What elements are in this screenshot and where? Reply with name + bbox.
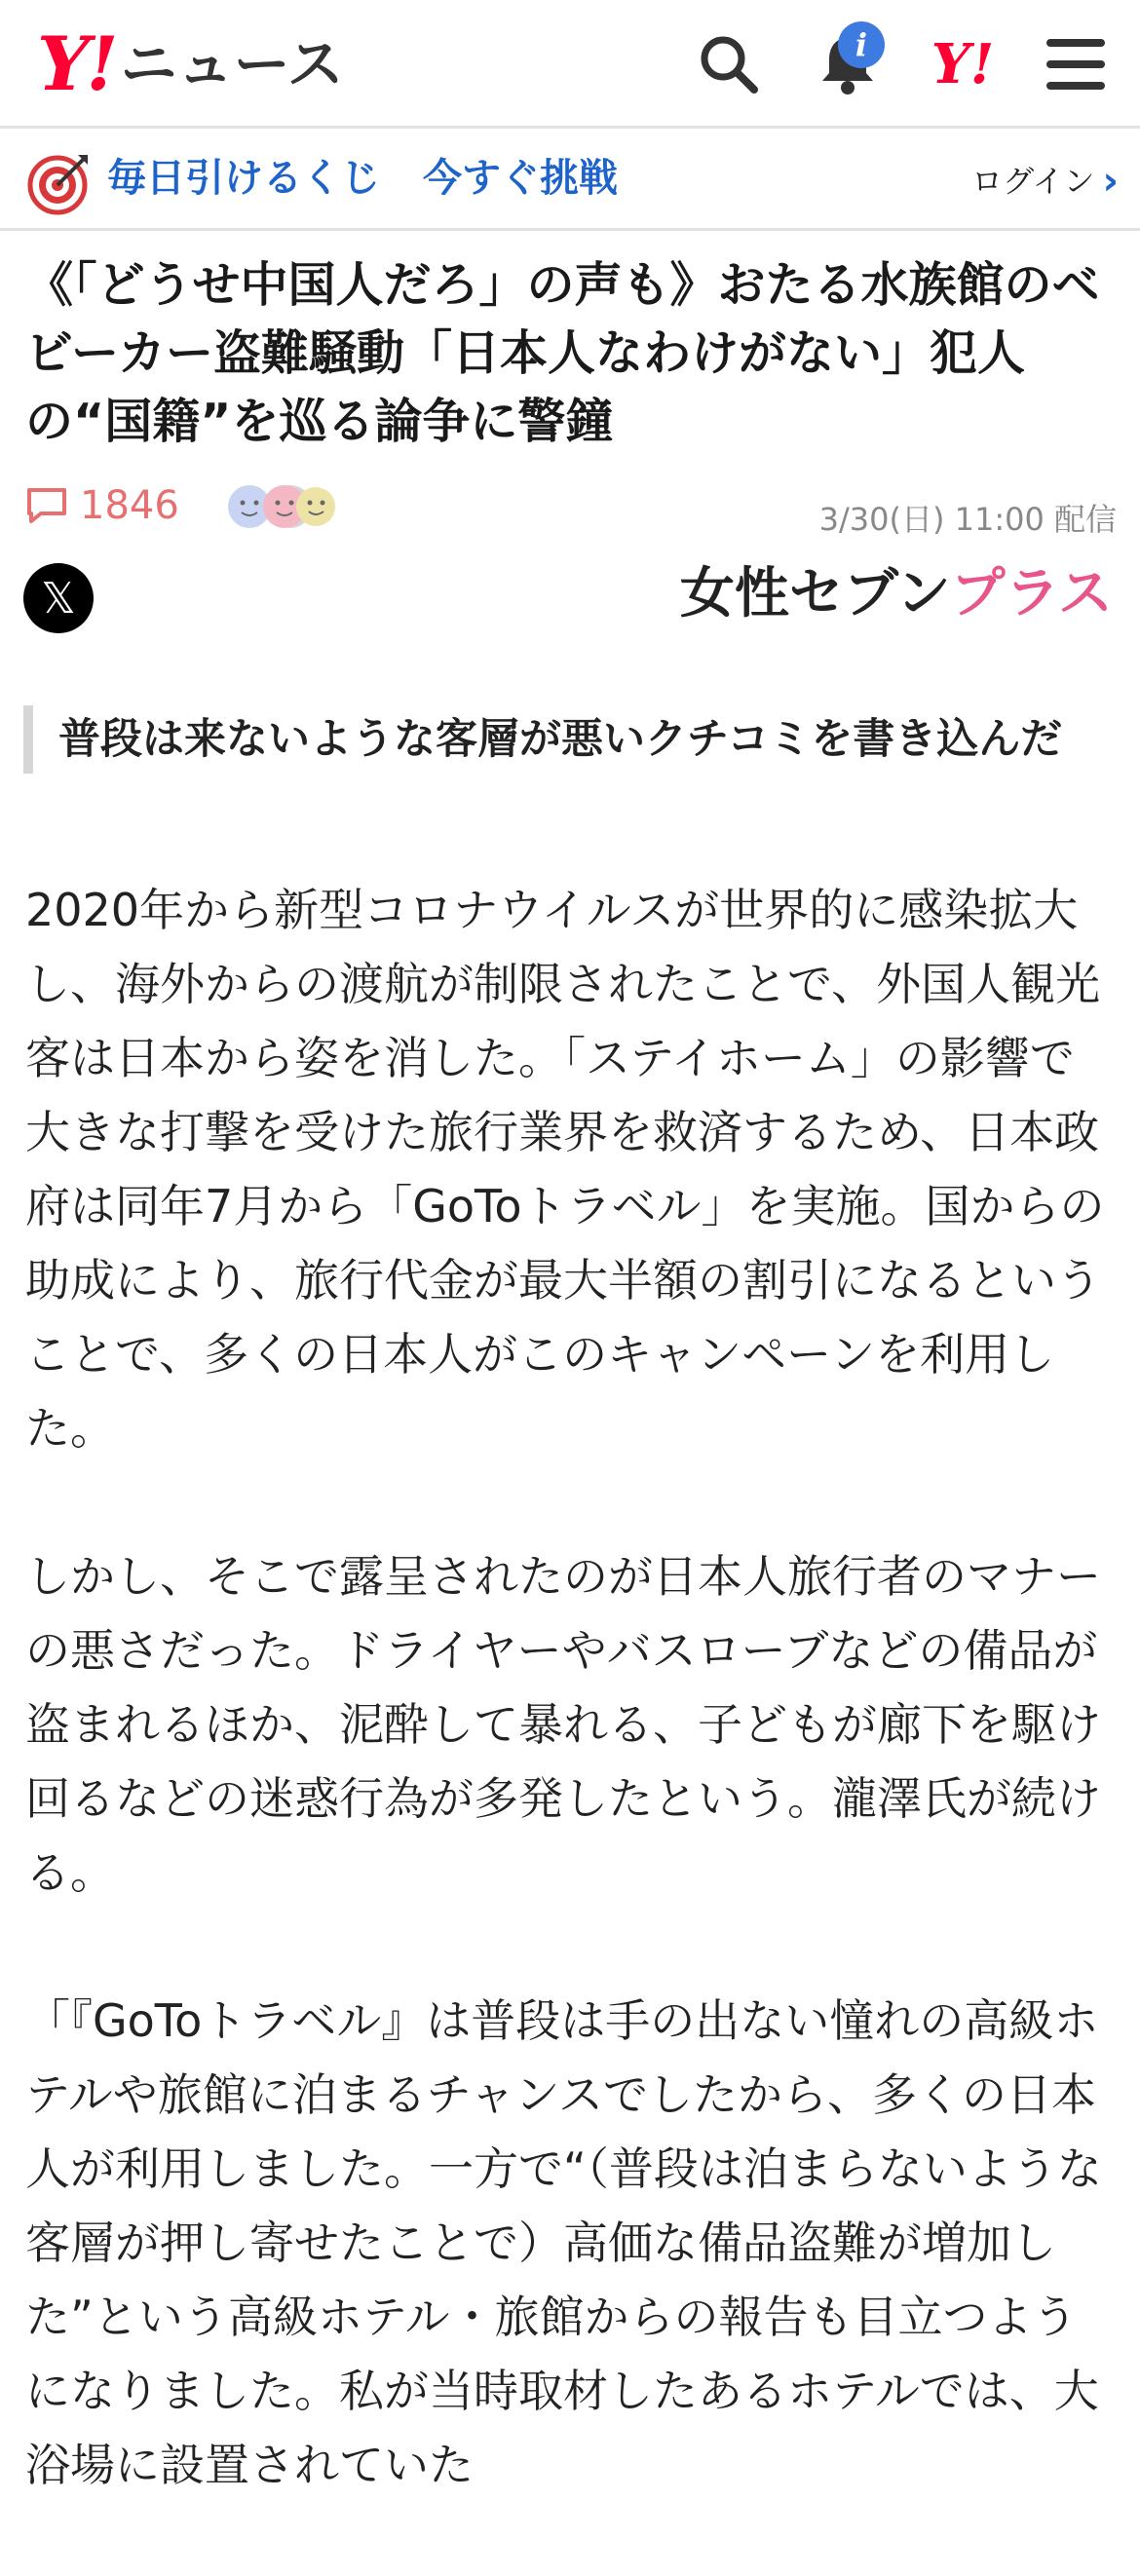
challenge-text: 今すぐ挑戦 <box>423 156 618 201</box>
lottery-text: 毎日引けるくじ <box>107 156 380 201</box>
publish-date: 3/30(日) 11:00 配信 <box>818 501 1117 538</box>
promo-bar <box>0 132 1140 231</box>
yahoo-news-logo[interactable] <box>37 20 344 107</box>
chevron-right-icon: › <box>1102 159 1119 204</box>
menu-icon[interactable] <box>1037 25 1115 103</box>
paragraph: 「『GoToトラベル』は普段は手の出ない憧れの高級ホテルや旅館に泊まるチャンスでしたから、多くの日本人が利用しました。一方で“（普段は泊まらないような客層が押し寄せたことで）高価な備品盗難が増加した”という高級ホテル・旅館からの報告も目立つようになりました。私が当時取材したあるホテルでは、大浴場に設置されていた <box>25 1994 1102 2491</box>
source-name-part1: 女性セブン <box>679 562 951 625</box>
comment-count: 1846 <box>80 483 179 528</box>
article-meta <box>25 477 1117 536</box>
bell-icon[interactable] <box>809 25 887 103</box>
login-label: ログイン <box>971 163 1095 200</box>
header <box>0 0 1140 129</box>
yahoo-logo-icon[interactable]: Y! <box>931 32 995 96</box>
source-name-part2: プラス <box>950 562 1113 625</box>
lottery-link[interactable] <box>107 149 618 208</box>
article-title: 《「どうせ中国人だろ」の声も》おたる水族館のベビーカー盗難騒動「日本人なわけがない」犯人の“国籍”を巡る論争に警鐘 <box>25 257 1100 449</box>
x-icon: 𝕏 <box>41 573 76 624</box>
login-link[interactable] <box>971 157 1119 206</box>
reaction-faces-icon[interactable] <box>199 477 335 536</box>
article-subheading: 普段は来ないような客層が悪いクチコミを書き込んだ <box>23 705 1117 774</box>
paragraph: しかし、そこで露呈されたのが日本人旅行者のマナーの悪さだった。ドライヤーやバスローブなどの備品が盗まれるほか、泥酔して暴れる、子どもが廊下を駆け回るなどの迷惑行為が多発したという。瀧澤氏が続ける。 <box>25 1550 1101 1899</box>
search-icon[interactable] <box>690 25 768 103</box>
logo-y: Y! <box>37 20 115 107</box>
source-logo[interactable] <box>680 560 1113 628</box>
article-body <box>25 873 1119 2576</box>
comment-link[interactable] <box>25 483 179 528</box>
notification-badge: i <box>838 21 885 68</box>
x-share-button[interactable] <box>23 563 94 633</box>
comment-icon <box>25 486 68 525</box>
target-icon <box>27 151 92 215</box>
paragraph: 2020年から新型コロナウイルスが世界的に感染拡大し、海外からの渡航が制限されたことで、外国人観光客は日本から姿を消した。「ステイホーム」の影響で大きな打撃を受けた旅行業界を救済するため、日本政府は同年7月から「GoToトラベル」を実施。国からの助成により、旅行代金が最大半額の割引になるということで、多くの日本人がこのキャンペーンを利用した。 <box>25 884 1105 1455</box>
logo-text: ニュース <box>120 31 344 97</box>
